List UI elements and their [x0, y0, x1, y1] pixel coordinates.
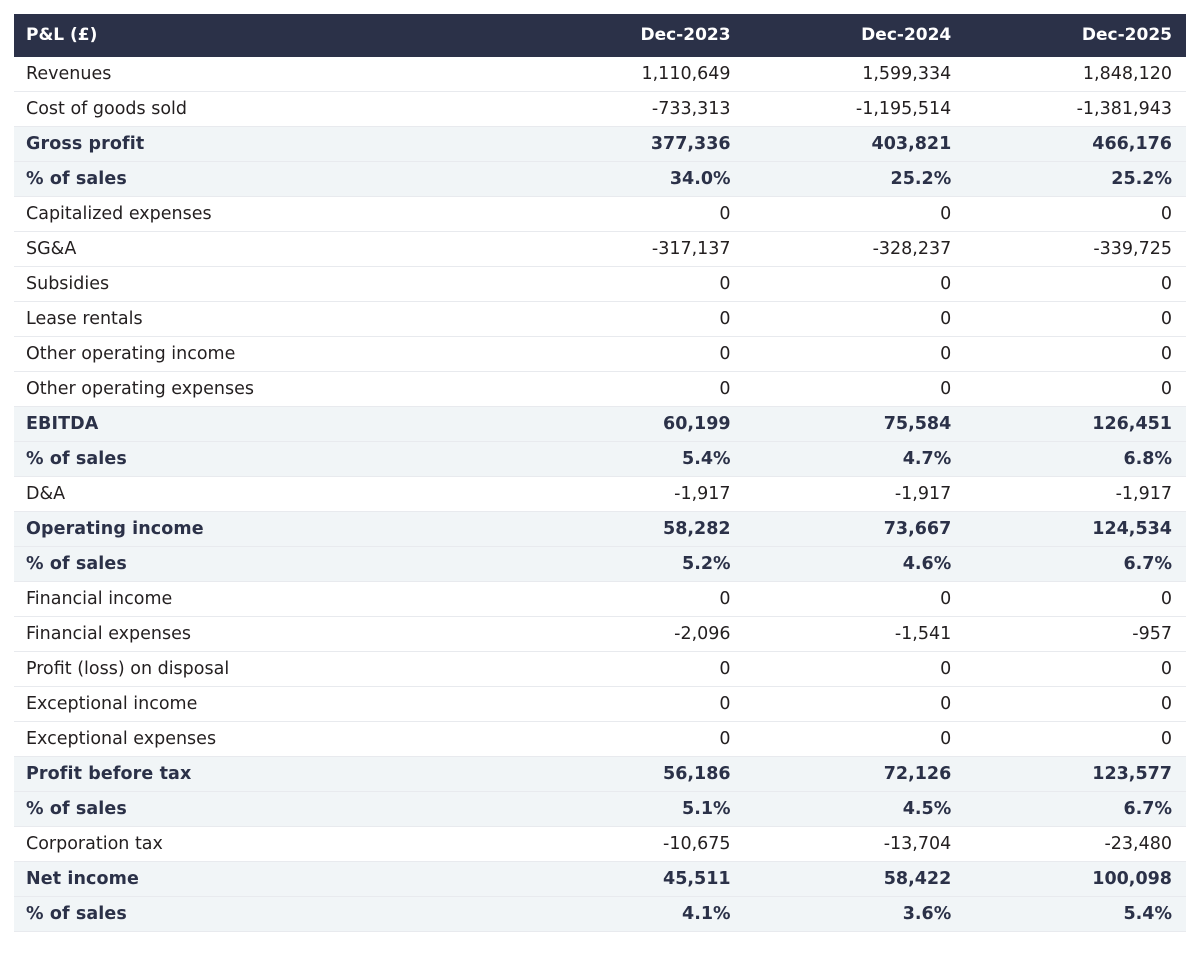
row-label: Other operating expenses: [14, 372, 524, 407]
row-label: % of sales: [14, 897, 524, 932]
row-value-period-1: 377,336: [524, 127, 745, 162]
table-row: [14, 127, 1186, 162]
row-label: EBITDA: [14, 407, 524, 442]
table-row: [14, 302, 1186, 337]
row-label: Subsidies: [14, 267, 524, 302]
row-value-period-2: 0: [745, 302, 966, 337]
row-value-period-1: 0: [524, 722, 745, 757]
row-value-period-1: 34.0%: [524, 162, 745, 197]
table-row: [14, 197, 1186, 232]
row-value-period-1: -733,313: [524, 92, 745, 127]
table-body: [14, 57, 1186, 932]
row-value-period-2: 58,422: [745, 862, 966, 897]
row-value-period-3: 6.7%: [965, 792, 1186, 827]
row-label: Profit (loss) on disposal: [14, 652, 524, 687]
row-label: Profit before tax: [14, 757, 524, 792]
table-header: [14, 14, 1186, 57]
row-value-period-3: 100,098: [965, 862, 1186, 897]
row-label: % of sales: [14, 547, 524, 582]
row-label: Capitalized expenses: [14, 197, 524, 232]
table-row: [14, 687, 1186, 722]
row-label: SG&A: [14, 232, 524, 267]
table-row: [14, 862, 1186, 897]
row-value-period-3: 0: [965, 582, 1186, 617]
table-row: [14, 337, 1186, 372]
row-label: % of sales: [14, 162, 524, 197]
row-value-period-1: 0: [524, 652, 745, 687]
row-value-period-3: 1,848,120: [965, 57, 1186, 92]
table-row: [14, 512, 1186, 547]
row-label: Other operating income: [14, 337, 524, 372]
row-value-period-1: 0: [524, 302, 745, 337]
table-row: [14, 162, 1186, 197]
row-value-period-1: 5.4%: [524, 442, 745, 477]
row-value-period-1: 60,199: [524, 407, 745, 442]
row-label: Financial income: [14, 582, 524, 617]
row-value-period-1: -1,917: [524, 477, 745, 512]
row-value-period-3: 6.8%: [965, 442, 1186, 477]
row-value-period-2: 1,599,334: [745, 57, 966, 92]
row-label: Corporation tax: [14, 827, 524, 862]
row-label: Cost of goods sold: [14, 92, 524, 127]
row-value-period-2: 0: [745, 372, 966, 407]
row-label: % of sales: [14, 442, 524, 477]
profit-and-loss-table: [14, 14, 1186, 932]
row-value-period-3: 0: [965, 302, 1186, 337]
row-value-period-3: -1,381,943: [965, 92, 1186, 127]
row-value-period-2: -1,195,514: [745, 92, 966, 127]
row-value-period-3: 5.4%: [965, 897, 1186, 932]
table-row: [14, 792, 1186, 827]
row-value-period-3: 0: [965, 337, 1186, 372]
row-value-period-3: 466,176: [965, 127, 1186, 162]
header-row: [14, 14, 1186, 57]
row-label: Gross profit: [14, 127, 524, 162]
row-value-period-3: -957: [965, 617, 1186, 652]
table-row: [14, 372, 1186, 407]
table-row: [14, 617, 1186, 652]
row-value-period-1: 58,282: [524, 512, 745, 547]
row-value-period-2: 25.2%: [745, 162, 966, 197]
row-value-period-1: 56,186: [524, 757, 745, 792]
row-value-period-2: 4.7%: [745, 442, 966, 477]
row-value-period-1: -2,096: [524, 617, 745, 652]
row-value-period-3: 25.2%: [965, 162, 1186, 197]
row-value-period-1: 0: [524, 267, 745, 302]
row-value-period-3: 0: [965, 197, 1186, 232]
row-label: Lease rentals: [14, 302, 524, 337]
table-row: [14, 57, 1186, 92]
row-value-period-1: 5.1%: [524, 792, 745, 827]
row-value-period-1: 0: [524, 582, 745, 617]
row-value-period-3: 0: [965, 722, 1186, 757]
row-value-period-3: 123,577: [965, 757, 1186, 792]
table-row: [14, 267, 1186, 302]
row-value-period-2: 0: [745, 197, 966, 232]
row-value-period-3: 0: [965, 267, 1186, 302]
row-value-period-1: 0: [524, 687, 745, 722]
row-value-period-2: 0: [745, 652, 966, 687]
row-value-period-3: 126,451: [965, 407, 1186, 442]
table-row: [14, 442, 1186, 477]
table-row: [14, 827, 1186, 862]
column-header-period-3: Dec-2025: [965, 14, 1186, 57]
row-value-period-3: 0: [965, 372, 1186, 407]
table-row: [14, 652, 1186, 687]
table-row: [14, 477, 1186, 512]
row-value-period-2: 403,821: [745, 127, 966, 162]
row-value-period-3: -339,725: [965, 232, 1186, 267]
row-value-period-2: 0: [745, 722, 966, 757]
table-row: [14, 897, 1186, 932]
row-label: D&A: [14, 477, 524, 512]
row-label: Exceptional income: [14, 687, 524, 722]
table-row: [14, 582, 1186, 617]
row-value-period-3: -23,480: [965, 827, 1186, 862]
row-value-period-3: 124,534: [965, 512, 1186, 547]
row-label: Net income: [14, 862, 524, 897]
row-value-period-1: -317,137: [524, 232, 745, 267]
row-value-period-2: 75,584: [745, 407, 966, 442]
row-value-period-1: 0: [524, 197, 745, 232]
row-value-period-3: 6.7%: [965, 547, 1186, 582]
row-value-period-2: 72,126: [745, 757, 966, 792]
row-value-period-2: -328,237: [745, 232, 966, 267]
row-value-period-1: 1,110,649: [524, 57, 745, 92]
row-label: Financial expenses: [14, 617, 524, 652]
row-value-period-3: 0: [965, 687, 1186, 722]
row-value-period-2: -1,541: [745, 617, 966, 652]
column-header-period-2: Dec-2024: [745, 14, 966, 57]
row-value-period-2: -13,704: [745, 827, 966, 862]
row-value-period-2: 0: [745, 582, 966, 617]
row-value-period-2: 73,667: [745, 512, 966, 547]
row-value-period-2: 0: [745, 687, 966, 722]
row-value-period-2: 0: [745, 337, 966, 372]
row-value-period-1: 4.1%: [524, 897, 745, 932]
column-header-period-1: Dec-2023: [524, 14, 745, 57]
row-value-period-2: 0: [745, 267, 966, 302]
row-value-period-2: 4.5%: [745, 792, 966, 827]
column-header-label: P&L (£): [14, 14, 524, 57]
row-value-period-1: 5.2%: [524, 547, 745, 582]
row-value-period-1: 45,511: [524, 862, 745, 897]
table-row: [14, 757, 1186, 792]
row-value-period-3: 0: [965, 652, 1186, 687]
row-label: Operating income: [14, 512, 524, 547]
table-row: [14, 722, 1186, 757]
table-row: [14, 92, 1186, 127]
table-row: [14, 407, 1186, 442]
table-row: [14, 232, 1186, 267]
row-value-period-2: 3.6%: [745, 897, 966, 932]
row-value-period-1: 0: [524, 372, 745, 407]
table-row: [14, 547, 1186, 582]
row-label: Revenues: [14, 57, 524, 92]
row-value-period-2: -1,917: [745, 477, 966, 512]
row-value-period-1: -10,675: [524, 827, 745, 862]
row-value-period-1: 0: [524, 337, 745, 372]
row-label: Exceptional expenses: [14, 722, 524, 757]
row-label: % of sales: [14, 792, 524, 827]
row-value-period-3: -1,917: [965, 477, 1186, 512]
row-value-period-2: 4.6%: [745, 547, 966, 582]
